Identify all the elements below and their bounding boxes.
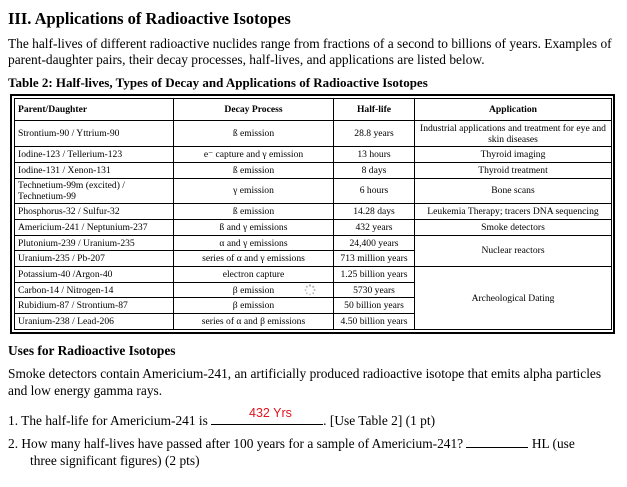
cell-half-life: 4.50 billion years [334,314,415,330]
isotope-table-frame [10,94,615,334]
question-1-prefix: 1. The half-life for Americium-241 is [8,413,212,428]
cell-half-life: 6 hours [334,178,415,204]
cell-half-life: 713 million years [334,251,415,267]
cell-decay: ß emission [174,204,334,220]
question-2-answer-blank[interactable] [466,435,528,448]
cell-pair: Plutonium-239 / Uranium-235 [15,235,174,251]
cell-half-life: 24,400 years [334,235,415,251]
cell-decay: β emission [174,298,334,314]
cell-pair: Iodine-131 / Xenon-131 [15,162,174,178]
header-decay-process: Decay Process [174,99,334,121]
cell-application: Thyroid imaging [415,147,612,163]
intro-paragraph: The half-lives of different radioactive nuclides range from fractions of a second to billions of years. Examples of parent-daughter pairs, their decay processes, half-lives, and applications are listed below. [8,36,612,67]
section-title: III. Applications of Radioactive Isotopes [8,9,291,28]
cell-decay: α and γ emissions [174,235,334,251]
cell-pair: Technetium-99m (excited) / Technetium-99 [15,178,174,204]
cell-half-life: 50 billion years [334,298,415,314]
cell-pair: Phosphorus-32 / Sulfur-32 [15,204,174,220]
cell-pair: Strontium-90 / Yttrium-90 [15,121,174,147]
cell-decay: ß emission [174,121,334,147]
table-row [15,220,612,236]
table-row [15,121,612,147]
question-2-line2: three significant figures) (2 pts) [30,453,200,468]
cell-application: Leukemia Therapy; tracers DNA sequencing [415,204,612,220]
table-row [15,147,612,163]
cell-decay: ß and γ emissions [174,220,334,236]
question-1-answer-text[interactable]: 432 Yrs [249,406,292,420]
question-1 [8,412,435,429]
cell-pair: Uranium-235 / Pb-207 [15,251,174,267]
table-caption: Table 2: Half-lives, Types of Decay and Applications of Radioactive Isotopes [8,75,428,90]
cell-decay: β emission [174,282,334,298]
table-row [15,235,612,251]
cell-application: Archeological Dating [415,267,612,330]
uses-paragraph: Smoke detectors contain Americium-241, an artificially produced radioactive isotope that emits alpha particles and low energy gamma rays. [8,366,602,398]
question-2 [8,435,620,469]
cell-application: Nuclear reactors [415,235,612,266]
cell-half-life: 8 days [334,162,415,178]
cell-half-life: 13 hours [334,147,415,163]
table-row [15,178,612,204]
cell-half-life: 5730 years [334,282,415,298]
cell-application: Thyroid treatment [415,162,612,178]
cell-half-life: 28.8 years [334,121,415,147]
cell-application: Industrial applications and treatment for eye and skin diseases [415,121,612,147]
table-row [15,204,612,220]
cell-pair: Carbon-14 / Nitrogen-14 [15,282,174,298]
cell-pair: Iodine-123 / Tellerium-123 [15,147,174,163]
cell-application: Bone scans [415,178,612,204]
cell-pair: Americium-241 / Neptunium-237 [15,220,174,236]
uses-heading: Uses for Radioactive Isotopes [8,343,176,358]
question-2-unit: HL (use [528,436,575,451]
table-row [15,162,612,178]
cell-decay: series of α and β emissions [174,314,334,330]
cell-decay: e⁻ capture and γ emission [174,147,334,163]
header-application: Application [415,99,612,121]
cell-pair: Rubidium-87 / Strontium-87 [15,298,174,314]
header-half-life: Half-life [334,99,415,121]
cell-decay: γ emission [174,178,334,204]
header-parent-daughter: Parent/Daughter [15,99,174,121]
cell-half-life: 14.28 days [334,204,415,220]
question-1-suffix: . [Use Table 2] (1 pt) [323,413,436,428]
cell-decay: electron capture [174,267,334,283]
table-header-row [15,99,612,121]
cell-decay: series of α and γ emissions [174,251,334,267]
cell-decay: ß emission [174,162,334,178]
cell-half-life: 1.25 billion years [334,267,415,283]
cell-half-life: 432 years [334,220,415,236]
cell-pair: Uranium-238 / Lead-206 [15,314,174,330]
cell-pair: Potassium-40 /Argon-40 [15,267,174,283]
cell-application: Smoke detectors [415,220,612,236]
question-2-text: 2. How many half-lives have passed after 100 years for a sample of Americium-241? [8,436,467,451]
busy-cursor-icon [304,284,316,296]
table-row [15,267,612,283]
